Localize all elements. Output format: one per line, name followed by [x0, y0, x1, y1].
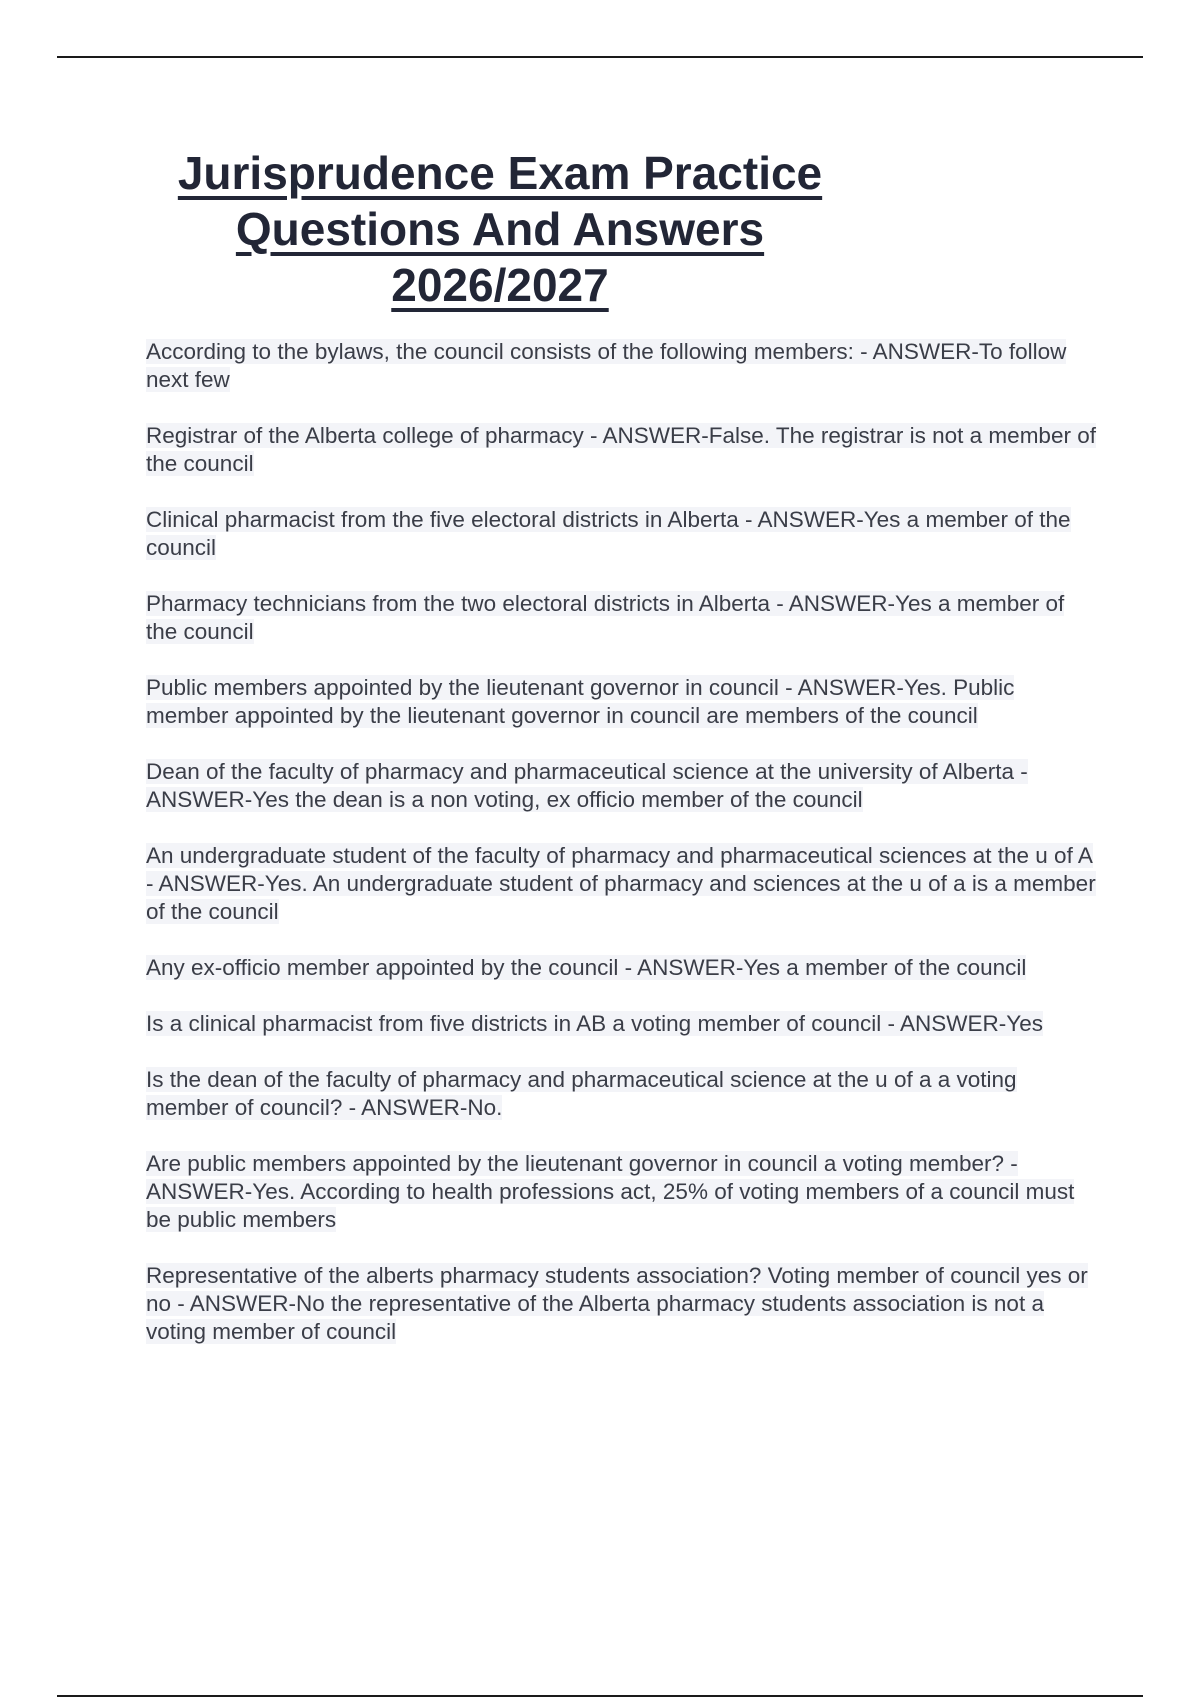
- qa-item: [146, 506, 1096, 562]
- qa-text: According to the bylaws, the council consists of the following members: - ANSWER-To follow next few: [146, 339, 1067, 392]
- qa-item: [146, 422, 1096, 478]
- title-line-1: Jurisprudence Exam Practice: [177, 147, 823, 199]
- qa-text: Any ex-officio member appointed by the council - ANSWER-Yes a member of the council: [146, 955, 1027, 980]
- top-rule: [57, 56, 1143, 58]
- qa-item: [146, 1262, 1096, 1346]
- qa-list: [146, 338, 1096, 1374]
- qa-text: Pharmacy technicians from the two electoral districts in Alberta - ANSWER-Yes a member of the council: [146, 591, 1065, 644]
- qa-text: Is the dean of the faculty of pharmacy and pharmaceutical science at the u of a a voting member of council? - ANSWER-No.: [146, 1067, 1017, 1120]
- qa-text: Dean of the faculty of pharmacy and pharmaceutical science at the university of Alberta - ANSWER-Yes the dean is a non voting, ex officio member of the council: [146, 759, 1028, 812]
- qa-text: An undergraduate student of the faculty of pharmacy and pharmaceutical sciences at the u of A - ANSWER-Yes. An undergraduate student of pharmacy and sciences at the u of a is a member of the council: [146, 843, 1096, 924]
- qa-text: Representative of the alberts pharmacy students association? Voting member of council yes or no - ANSWER-No the representative of the Alberta pharmacy students association is not a voting member of council: [146, 1263, 1088, 1344]
- qa-text: Registrar of the Alberta college of pharmacy - ANSWER-False. The registrar is not a member of the council: [146, 423, 1096, 476]
- qa-text: Are public members appointed by the lieutenant governor in council a voting member? - ANSWER-Yes. According to health professions act, 25% of voting members of a council must be public members: [146, 1151, 1075, 1232]
- qa-item: [146, 758, 1096, 814]
- qa-item: [146, 1150, 1096, 1234]
- qa-text: Is a clinical pharmacist from five districts in AB a voting member of council - ANSWER-Yes: [146, 1011, 1043, 1036]
- qa-text: Public members appointed by the lieutenant governor in council - ANSWER-Yes. Public member appointed by the lieutenant governor in council are members of the council: [146, 675, 1015, 728]
- qa-item: [146, 590, 1096, 646]
- qa-item: [146, 674, 1096, 730]
- document-title: [120, 145, 880, 313]
- qa-item: [146, 842, 1096, 926]
- qa-item: [146, 338, 1096, 394]
- bottom-rule: [57, 1695, 1143, 1697]
- qa-item: [146, 954, 1096, 982]
- qa-item: [146, 1010, 1096, 1038]
- title-line-3: 2026/2027: [391, 259, 609, 311]
- qa-text: Clinical pharmacist from the five electoral districts in Alberta - ANSWER-Yes a member of the council: [146, 507, 1071, 560]
- qa-item: [146, 1066, 1096, 1122]
- title-line-2: Questions And Answers: [235, 203, 765, 255]
